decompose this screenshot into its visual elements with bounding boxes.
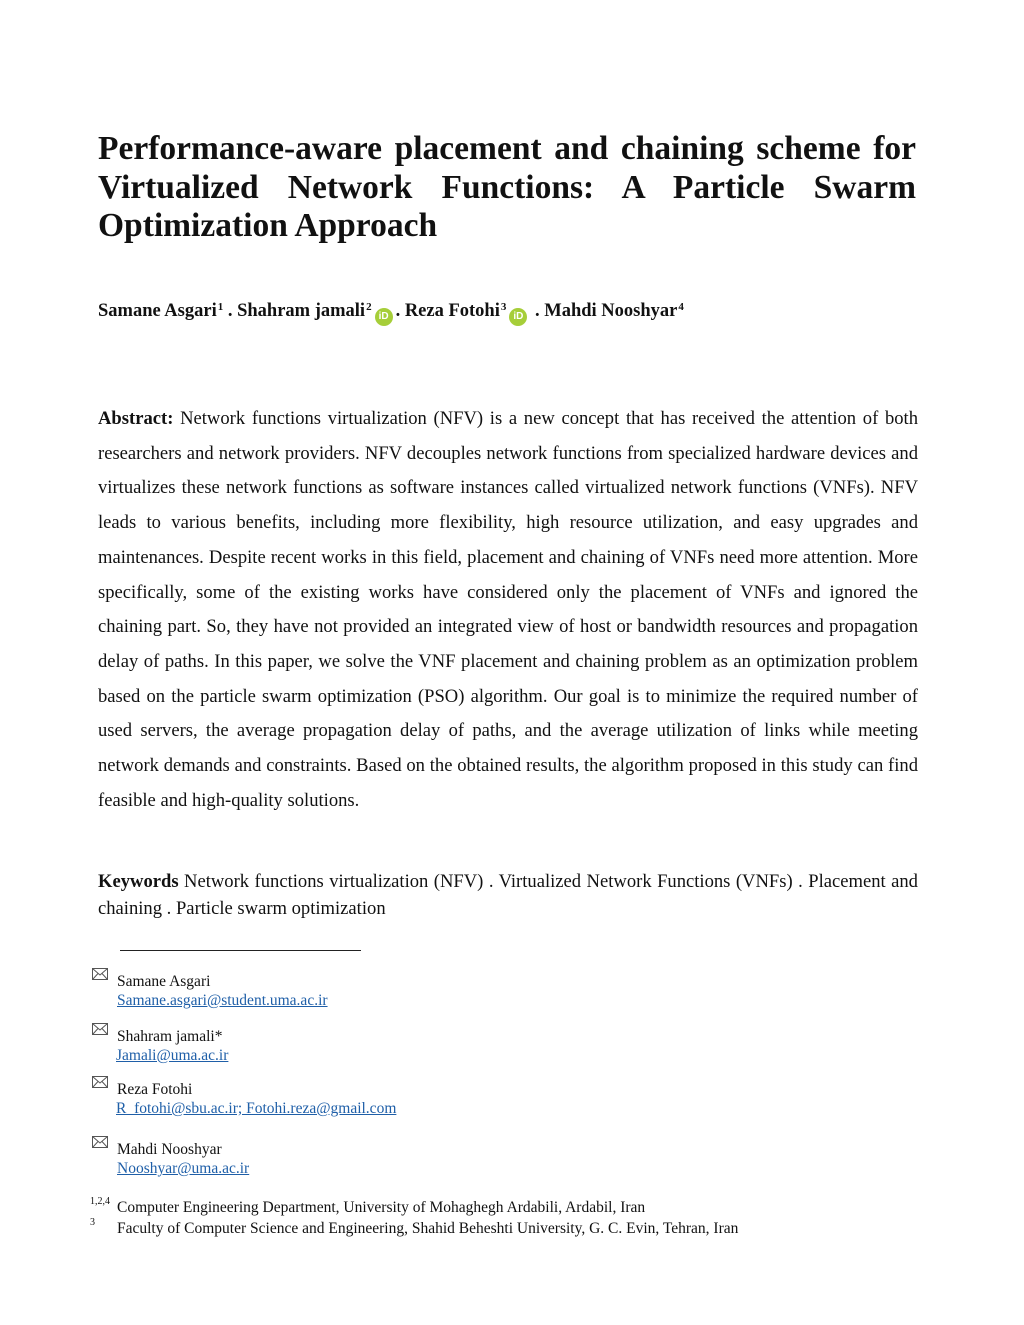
abstract-label: Abstract: bbox=[98, 408, 174, 429]
affiliation-marks: 1,2,4 bbox=[90, 1196, 110, 1207]
affiliation-marks: 3 bbox=[90, 1217, 95, 1228]
contact-email-link[interactable]: Nooshyar@uma.ac.ir bbox=[117, 1160, 250, 1177]
author-name: Samane Asgari bbox=[98, 301, 217, 321]
author-separator: . bbox=[530, 301, 545, 321]
author-name: Shahram jamali bbox=[237, 301, 366, 321]
envelope-icon bbox=[92, 1136, 108, 1148]
keywords-text: Network functions virtualization (NFV) . Virtualized Network Functions (VNFs) . Placement and chaining . Particle swarm optimization bbox=[98, 871, 918, 919]
author-name: Mahdi Nooshyar bbox=[544, 301, 678, 321]
keywords-label: Keywords bbox=[98, 871, 179, 892]
orcid-icon[interactable]: iD bbox=[509, 308, 527, 326]
author-name: Reza Fotohi bbox=[404, 301, 500, 321]
contact-name: Mahdi Nooshyar bbox=[117, 1141, 222, 1158]
author-separator: . bbox=[223, 301, 238, 321]
abstract-text: Network functions virtualization (NFV) is a new concept that has received the attention of both researchers and network providers. NFV decouples network functions from specialized hardware devices and virtualizes these network functions as software instances called virtualized network functions (VNFs). NFV leads to various benefits, including more flexibility, high resource utilization, and easy upgrades and maintenances. Despite recent works in this field, placement and chaining of VNFs need more attention. More specifically, some of the existing works have considered only the placement of VNFs and ignored the chaining part. So, they have not provided an integrated view of host or bandwidth resources and propagation delay of paths. In this paper, we solve the VNF placement and chaining problem as an optimization problem based on the particle swarm optimization (PSO) algorithm. Our goal is to minimize the required number of used servers, the average propagation delay of paths, and the average utilization of links while meeting network demands and constraints. Based on the obtained results, the algorithm proposed in this study can find feasible and high-quality solutions. bbox=[98, 408, 918, 811]
contact-email-link[interactable]: Samane.asgari@student.uma.ac.ir bbox=[117, 992, 328, 1009]
envelope-icon bbox=[92, 1076, 108, 1088]
affiliation-text: Faculty of Computer Science and Engineering, Shahid Beheshti University, G. C. Evin, Tehran, Iran bbox=[117, 1220, 739, 1237]
affiliation-text: Computer Engineering Department, University of Mohaghegh Ardabili, Ardabil, Iran bbox=[117, 1199, 646, 1216]
contact-name: Reza Fotohi bbox=[117, 1081, 193, 1098]
author-separator: . bbox=[395, 301, 405, 321]
author-affiliation-mark: 2 bbox=[366, 301, 372, 313]
contact-email-link[interactable]: Jamali@uma.ac.ir bbox=[116, 1047, 229, 1064]
keywords bbox=[98, 868, 918, 922]
author-affiliation-mark: 1 bbox=[217, 301, 224, 313]
paper-title: Performance-aware placement and chaining scheme for Virtualized Network Functions: A Particle Swarm Optimization Approach bbox=[98, 130, 916, 244]
contact-name: Samane Asgari bbox=[117, 973, 211, 990]
envelope-icon bbox=[92, 1023, 108, 1035]
orcid-icon[interactable]: iD bbox=[375, 308, 393, 326]
contact-name: Shahram jamali* bbox=[117, 1028, 223, 1045]
contact-email-link[interactable]: R_fotohi@sbu.ac.ir; Fotohi.reza@gmail.com bbox=[116, 1100, 397, 1117]
envelope-icon bbox=[92, 968, 108, 980]
author-affiliation-mark: 3 bbox=[500, 301, 507, 313]
author-affiliation-mark: 4 bbox=[678, 301, 684, 313]
footnote-divider bbox=[120, 950, 361, 951]
abstract bbox=[98, 402, 918, 818]
author-list bbox=[98, 294, 918, 326]
